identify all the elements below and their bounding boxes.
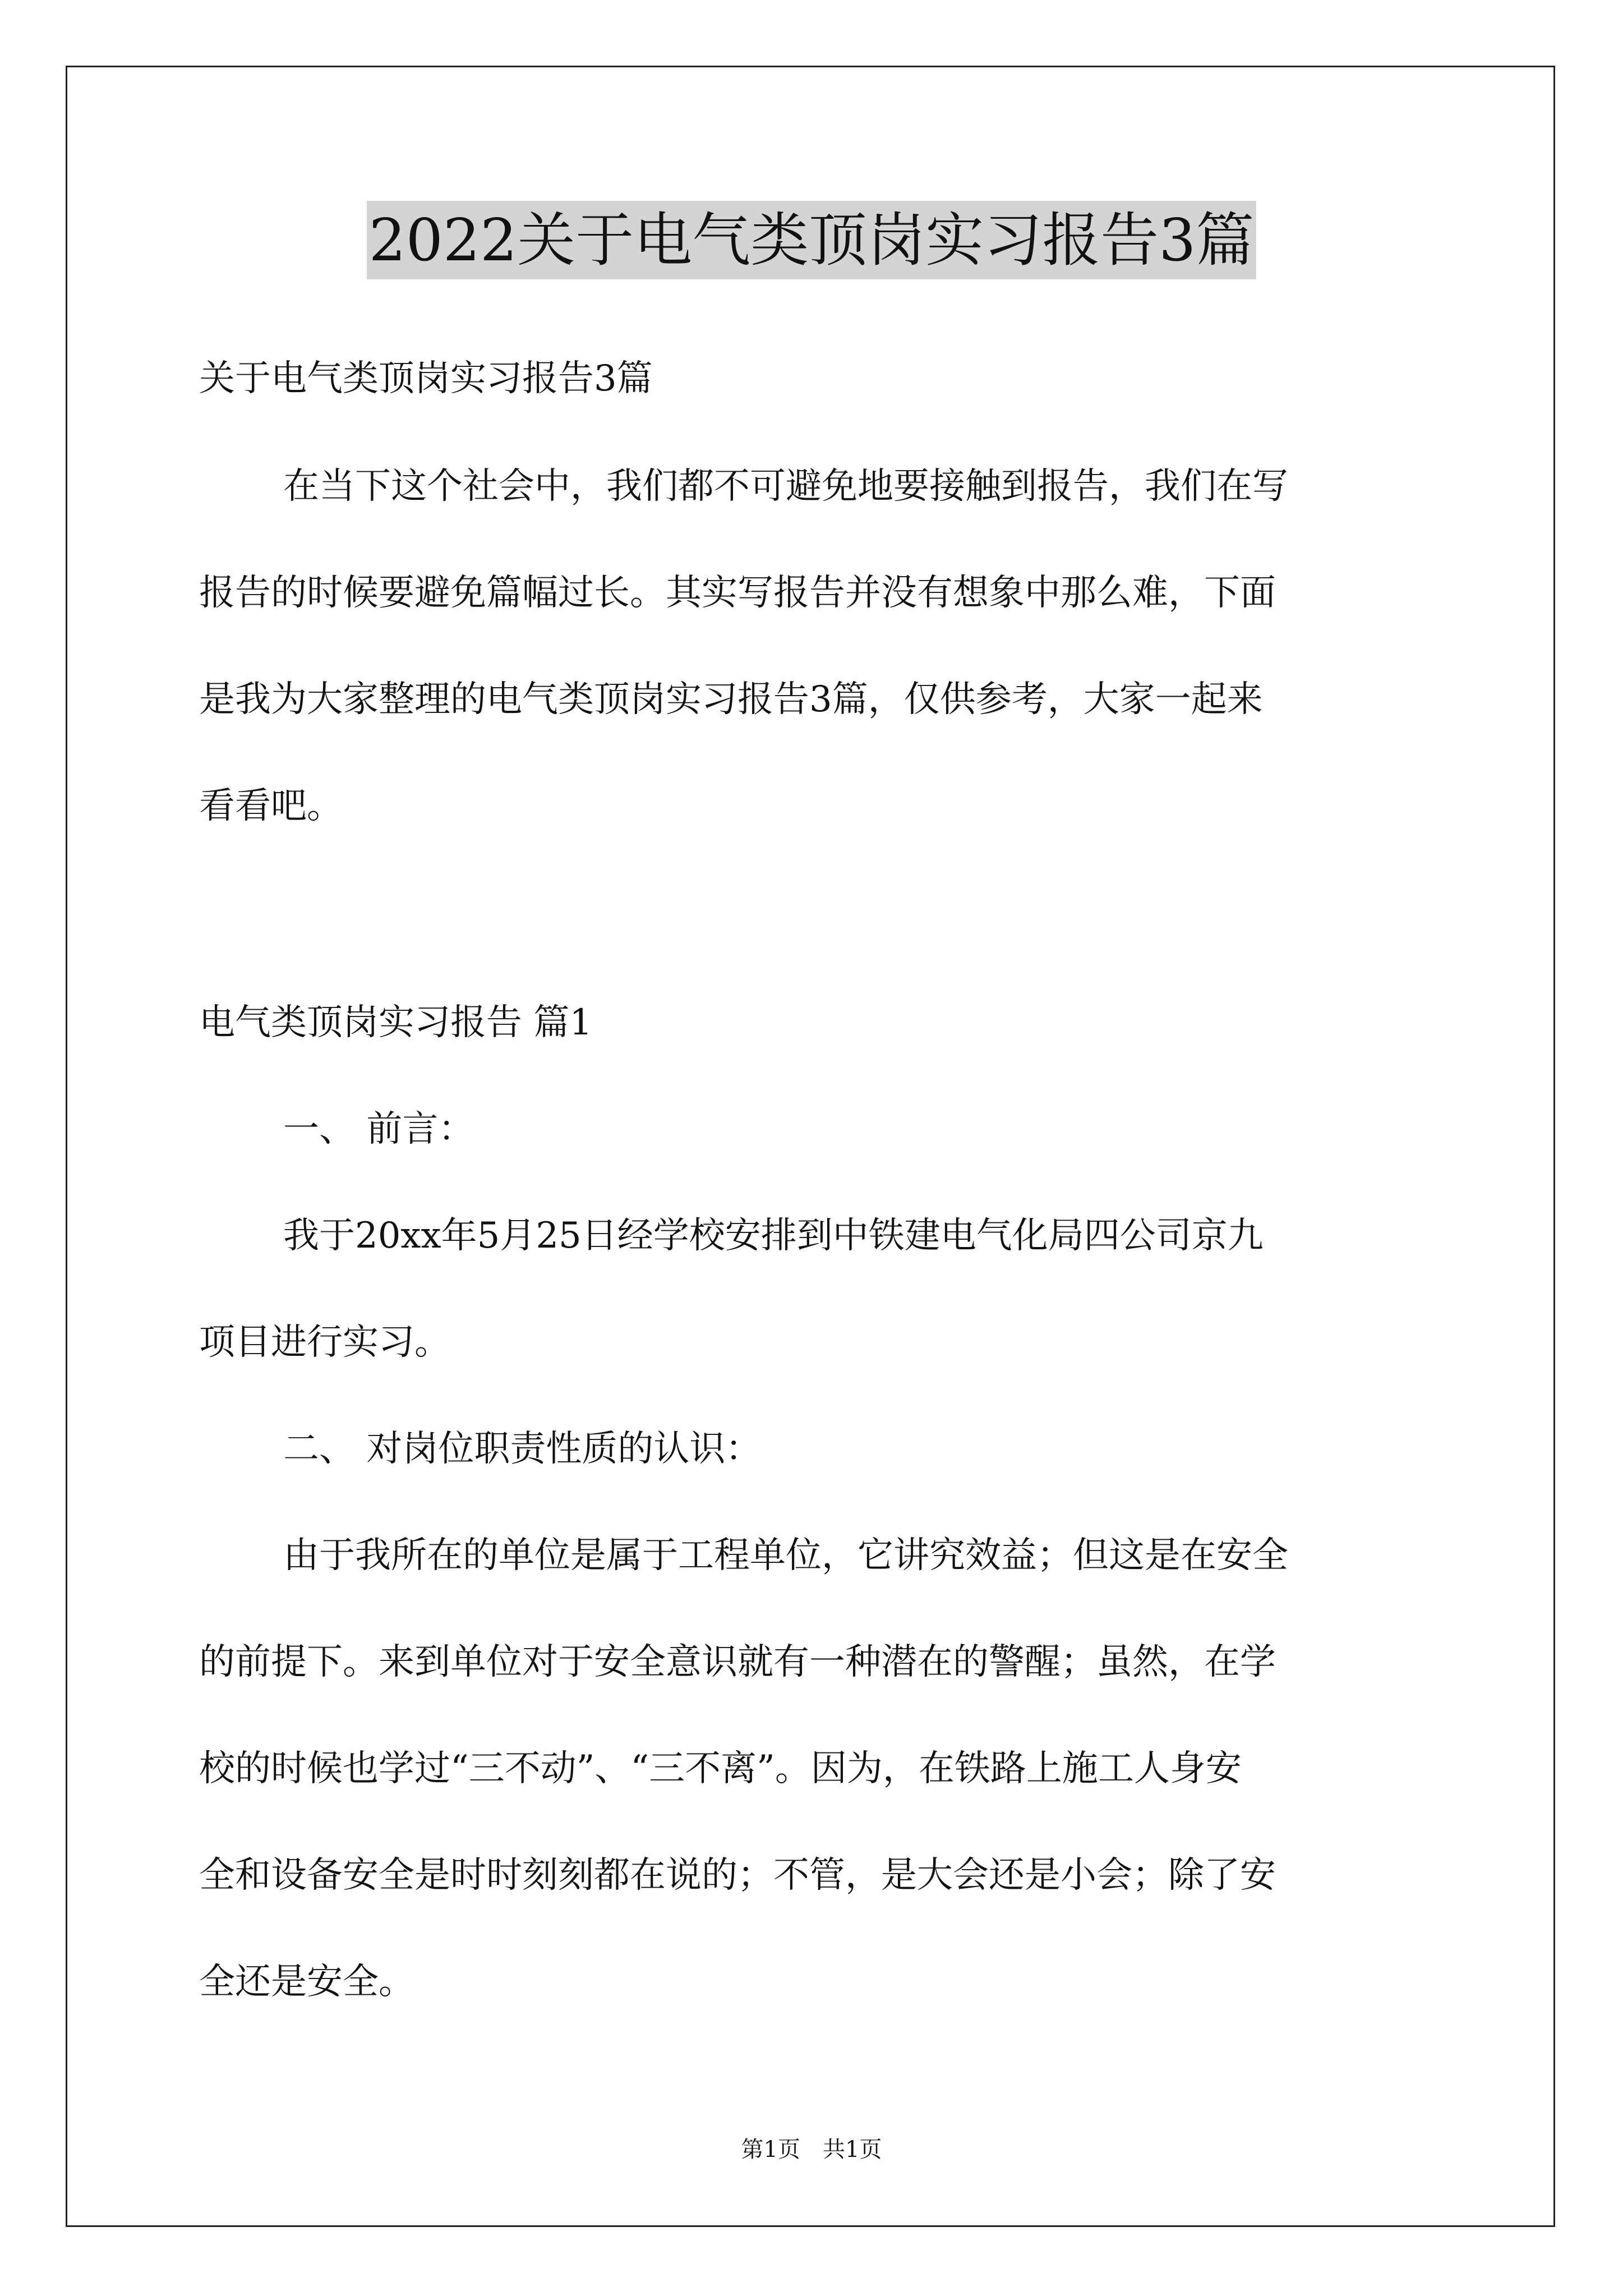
part1-line-1: 我于20xx年5月25日经学校安排到中铁建电气化局四公司京九 [283,1215,1264,1257]
intro-line-2: 报告的时候要避免篇幅过长。其实写报告并没有想象中那么难，下面 [199,572,1276,614]
part2-line-4: 全和设备安全是时时刻刻都在说的；不管，是大会还是小会；除了安 [199,1855,1276,1896]
part2-heading: 二、 对岗位职责性质的认识： [283,1428,762,1470]
part2-line-5: 全还是安全。 [199,1961,414,2003]
page-footer: 第1页 共1页 [741,2137,882,2162]
part1-heading: 一、 前言： [283,1108,474,1150]
intro-line-3: 是我为大家整理的电气类顶岗实习报告3篇，仅供参考，大家一起来 [199,679,1263,720]
document-subtitle: 关于电气类顶岗实习报告3篇 [199,358,653,399]
part2-line-2: 的前提下。来到单位对于安全意识就有一种潜在的警醒；虽然，在学 [199,1641,1276,1683]
part2-line-3: 校的时候也学过“三不动”、“三不离”。因为，在铁路上施工人身安 [199,1748,1242,1789]
intro-line-1: 在当下这个社会中，我们都不可避免地要接触到报告，我们在写 [283,466,1288,507]
intro-line-4: 看看吧。 [199,785,343,827]
part2-line-1: 由于我所在的单位是属于工程单位，它讲究效益；但这是在安全 [283,1535,1288,1576]
document-title: 2022关于电气类顶岗实习报告3篇 [367,201,1257,279]
section-heading: 电气类顶岗实习报告 篇1 [199,1002,593,1043]
part1-line-2: 项目进行实习。 [199,1322,450,1363]
title-container [0,201,1623,279]
